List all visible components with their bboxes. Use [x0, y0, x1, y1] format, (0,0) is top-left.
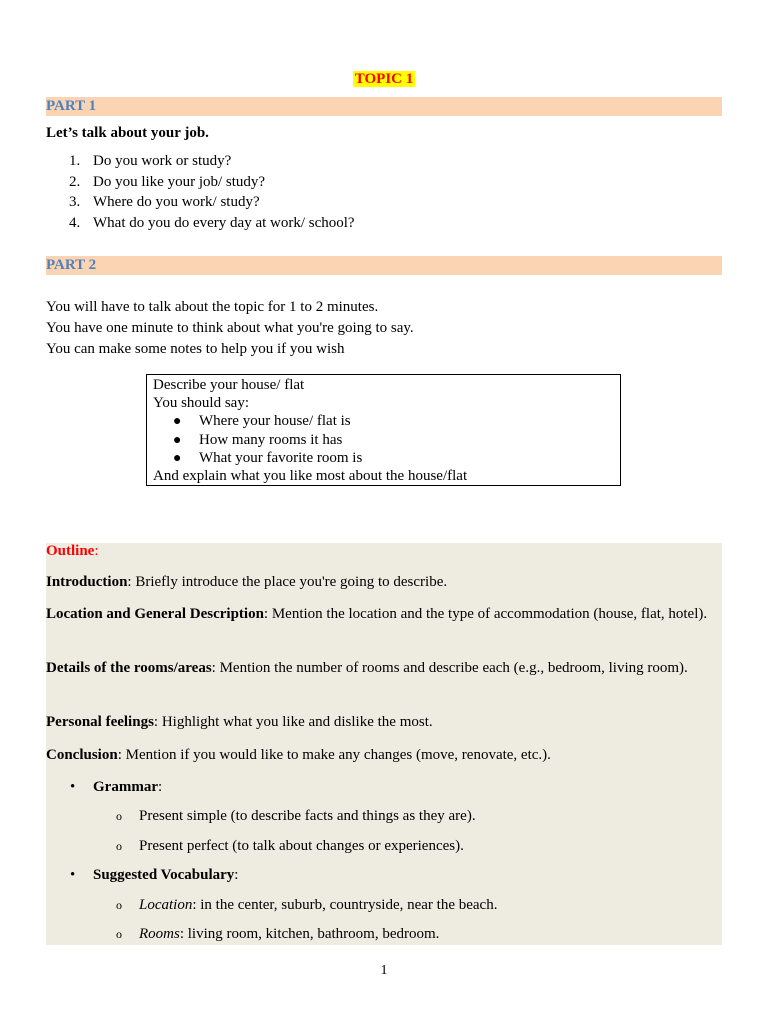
list-item: ● How many rooms it has	[153, 431, 614, 449]
list-item: o Location: in the center, suburb, countryside, near the beach.	[116, 897, 498, 913]
circle-bullet-icon: o	[116, 839, 122, 853]
cue-card	[146, 374, 621, 486]
part2-instructions	[46, 297, 414, 360]
cue-card-closing: And explain what you like most about the house/flat	[153, 467, 468, 484]
circle-bullet-icon: o	[116, 927, 122, 941]
list-item: 3. Where do you work/ study?	[69, 194, 260, 211]
bullet-icon: •	[70, 867, 76, 883]
instruction-line: You have one minute to think about what you're going to say.	[46, 320, 414, 336]
circle-bullet-icon: o	[116, 809, 122, 823]
outline-item-conclusion: Conclusion: Mention if you would like to make any changes (move, renovate, etc.).	[46, 747, 551, 763]
outline-item-location: Location and General Description: Mention the location and the type of accommodation (house, flat, hotel).	[46, 606, 708, 622]
vocabulary-heading: • Suggested Vocabulary:	[70, 867, 239, 883]
list-item: 4. What do you do every day at work/ school?	[69, 215, 355, 232]
outline-item-feelings: Personal feelings: Highlight what you like and dislike the most.	[46, 714, 433, 730]
bullet-icon: •	[70, 779, 76, 795]
cue-card-title: Describe your house/ flat	[153, 377, 305, 393]
bullet-icon: ●	[173, 432, 182, 448]
part1-heading: PART 1	[46, 97, 722, 116]
list-item: o Present perfect (to talk about changes or experiences).	[116, 838, 464, 854]
outline-label: Outline:	[46, 543, 99, 559]
list-item: 1. Do you work or study?	[69, 153, 232, 169]
list-item: o Rooms: living room, kitchen, bathroom, bedroom.	[116, 926, 440, 942]
list-item: ● What your favorite room is	[153, 449, 614, 467]
list-item: ● Where your house/ flat is	[153, 412, 614, 430]
circle-bullet-icon: o	[116, 898, 122, 912]
list-item: o Present simple (to describe facts and things as they are).	[116, 808, 476, 824]
part2-heading: PART 2	[46, 256, 722, 275]
outline-item-details: Details of the rooms/areas: Mention the number of rooms and describe each (e.g., bedroom, living room).	[46, 660, 688, 676]
outline-item-introduction: Introduction: Briefly introduce the place you're going to describe.	[46, 574, 448, 590]
page-number: 1	[380, 963, 388, 978]
list-item: 2. Do you like your job/ study?	[69, 173, 266, 190]
instruction-line: You will have to talk about the topic for 1 to 2 minutes.	[46, 299, 379, 315]
grammar-heading: • Grammar:	[70, 779, 163, 795]
instruction-line: You can make some notes to help you if you wish	[46, 341, 345, 357]
bullet-icon: ●	[173, 450, 182, 466]
part1-intro: Let’s talk about your job.	[46, 125, 209, 141]
cue-card-lead: You should say:	[153, 395, 249, 412]
topic-title: TOPIC 1	[354, 71, 414, 87]
bullet-icon: ●	[173, 414, 182, 430]
part1-question-list	[46, 151, 355, 234]
